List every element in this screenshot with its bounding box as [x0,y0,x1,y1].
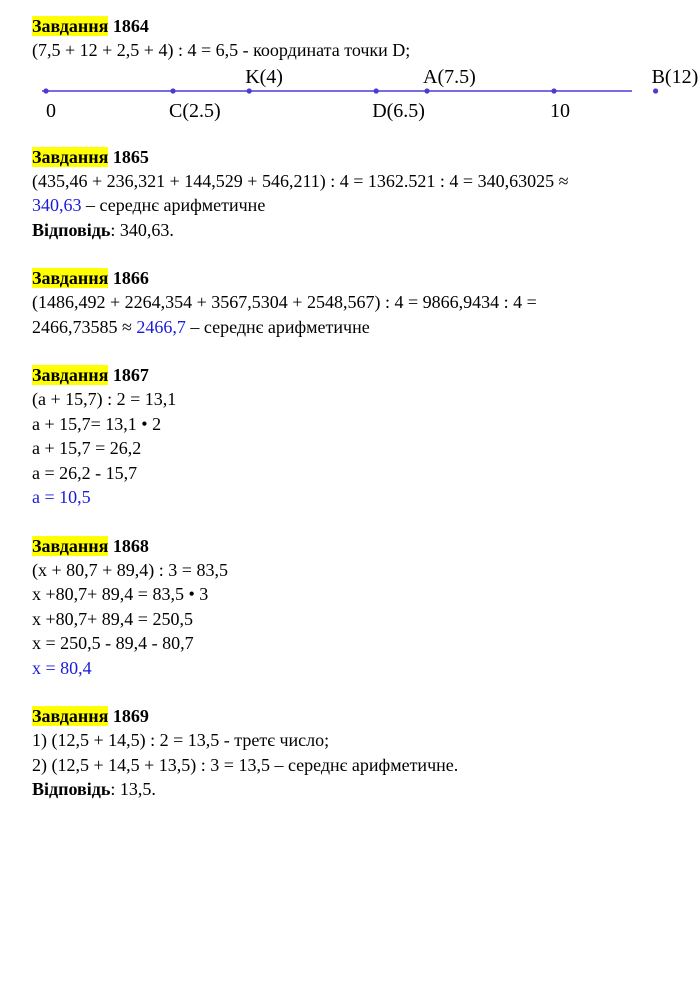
number-line-label: 10 [550,99,570,122]
task-line: х = 250,5 - 89,4 - 80,7 [32,633,194,653]
answer-text: : 340,63. [110,219,174,240]
task-line: (х + 80,7 + 89,4) : 3 = 83,5 [32,559,228,580]
number-line-svg [32,63,699,122]
answer-line [32,218,672,243]
task-title [32,145,672,169]
line-text: – середнє арифметичне [81,195,266,215]
task-label: Завдання [32,268,109,288]
answer-label: Відповідь [32,779,111,799]
number-line-label: 0 [46,99,56,122]
task-line: 2) (12,5 + 14,5 + 13,5) : 3 = 13,5 – середнє арифметичне. [32,754,459,775]
number-line-label: K(4) [245,65,283,88]
task-line: 1) (12,5 + 14,5) : 2 = 13,5 - третє число; [32,730,330,750]
answer-text: : 13,5. [110,779,156,799]
task-number: 1867 [112,365,149,385]
answer-value: х = 80,4 [32,657,92,678]
task-line: (1486,492 + 2264,354 + 3567,5304 + 2548,567) : 4 = 9866,9434 : 4 = [32,292,537,312]
task-1865 [32,145,672,243]
task-number: 1869 [112,706,149,726]
task-title [32,363,672,387]
task-line [32,193,672,218]
task-label: Завдання [32,16,109,36]
number-line-point [551,88,556,93]
task-1867 [32,363,672,510]
number-line [32,63,699,122]
task-number: 1868 [112,535,149,556]
task-label: Завдання [32,365,109,385]
task-1869 [32,704,672,802]
number-line-label: A(7.5) [423,65,476,88]
number-line-point [424,88,429,93]
task-title [32,266,672,290]
task-title [32,704,672,728]
task-1866 [32,266,672,339]
answer-line [32,777,672,802]
task-number: 1866 [112,268,149,288]
task-line: х +80,7+ 89,4 = 250,5 [32,608,193,629]
task-1868 [32,534,672,681]
answer-value: 2466,7 [136,316,186,337]
task-title [32,534,672,558]
answer-value: а = 10,5 [32,487,91,507]
number-line-label: C(2.5) [169,99,221,122]
task-label: Завдання [32,146,109,167]
line-text: – середнє арифметичне [185,316,370,337]
task-label: Завдання [32,706,109,726]
number-line-label: D(6.5) [372,99,425,122]
task-1864 [32,14,699,122]
document [32,14,699,802]
number-line-point [43,88,48,93]
task-line: (435,46 + 236,321 + 144,529 + 546,211) : 4 = 1362.521 : 4 = 340,63025 ≈ [32,170,569,191]
task-line: а + 15,7= 13,1 • 2 [32,413,162,434]
number-line-point [247,88,252,93]
task-line: а + 15,7 = 26,2 [32,438,142,458]
task-label: Завдання [32,535,109,556]
task-line [32,315,672,340]
task-title [32,14,672,38]
answer-value: 340,63 [32,195,82,215]
task-line: (а + 15,7) : 2 = 13,1 [32,389,177,409]
number-line-point [170,88,175,93]
number-line-point [653,88,658,93]
answer-label: Відповідь [32,219,111,240]
line-text: 2466,73585 ≈ [32,316,137,337]
number-line-point [374,88,379,93]
number-line-label: B(12) [651,65,699,88]
task-line: (7,5 + 12 + 2,5 + 4) : 4 = 6,5 - координата точки D; [32,40,411,60]
task-number: 1865 [112,146,149,167]
task-line: а = 26,2 - 15,7 [32,462,138,483]
task-number: 1864 [112,16,149,36]
task-line: х +80,7+ 89,4 = 83,5 • 3 [32,584,209,604]
